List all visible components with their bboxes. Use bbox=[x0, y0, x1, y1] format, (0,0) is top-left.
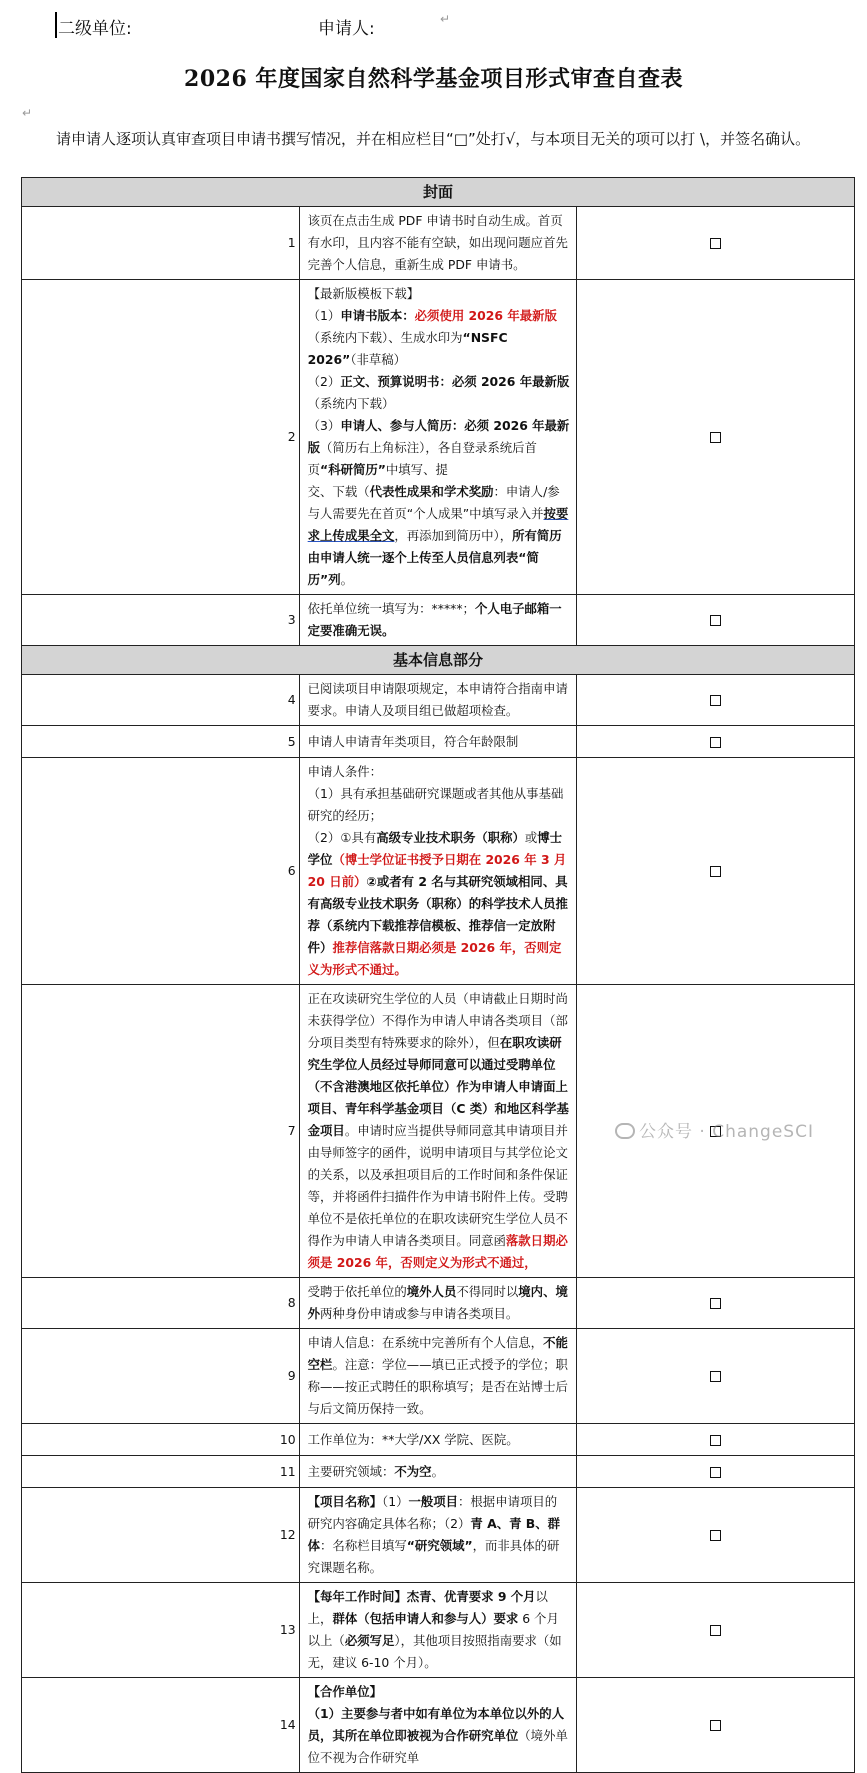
checkbox[interactable] bbox=[710, 1530, 721, 1541]
checkbox[interactable] bbox=[710, 432, 721, 443]
paragraph-mark-icon: ↵ bbox=[22, 106, 33, 120]
row-text: 正在攻读研究生学位的人员（申请截止日期时尚未获得学位）不得作为申请人申请各类项目（部分项目类型有特殊要求的除外），但在职攻读研究生学位人员经过导师同意可以通过受聘单位（不含港澳地区依托单位）作为申请人申请面上项目、青年科学基金项目（C 类）和地区科学基金项目。申请时应当提供导师同意其申请项目并由导师签字的函件，说明申请项目与其学位论文的关系，以及承担项目后的工作时间和条件保证等，并将函件扫描件作为申请书附件上传。受聘单位不是依托单位的在职攻读研究生学位人员不得作为申请人申请各类项目。同意函落款日期必须是 2026 年，否则定义为形式不通过， bbox=[299, 985, 577, 1278]
table-row: 2 【最新版模板下载】 （1）申请书版本：必须使用 2026 年最新版（系统内下载）、生成水印为“NSFC 2026”（非草稿） （2）正文、预算说明书：必须 2026 年最新版（系统内下载） （3）申请人、参与人简历：必须 2026 年最新版（简历右上角标注），各自登录系统后首页“科研简历”中填写、提 交、下载（代表性成果和学术奖励：申请人/参与人需要先在首页“个人成果”中填写录入并按要求上传成果全文，再添加到简历中），所有简历由申请人统一逐个上传至人员信息列表“简历”列。 bbox=[22, 280, 855, 595]
row-text: 【最新版模板下载】 （1）申请书版本：必须使用 2026 年最新版（系统内下载）、生成水印为“NSFC 2026”（非草稿） （2）正文、预算说明书：必须 2026 年最新版（系统内下载） （3）申请人、参与人简历：必须 2026 年最新版（简历右上角标注），各自登录系统后首页“科研简历”中填写、提 交、下载（代表性成果和学术奖励：申请人/参与人需要先在首页“个人成果”中填写录入并按要求上传成果全文，再添加到简历中），所有简历由申请人统一逐个上传至人员信息列表“简历”列。 bbox=[299, 280, 577, 595]
checkbox[interactable] bbox=[710, 1625, 721, 1636]
checkbox[interactable] bbox=[710, 866, 721, 877]
row-text: 【项目名称】（1）一般项目：根据申请项目的研究内容确定具体名称；（2）青 A、青 B、群体：名称栏目填写“研究领域”，而非具体的研究课题名称。 bbox=[299, 1488, 577, 1583]
table-row: 13 【每年工作时间】杰青、优青要求 9 个月以上，群体（包括申请人和参与人）要求 6 个月以上（必须写足），其他项目按照指南要求（如无，建议 6-10 个月）。 bbox=[22, 1583, 855, 1678]
text-cursor bbox=[55, 12, 57, 38]
section-header-basic-info: 基本信息部分 bbox=[22, 646, 855, 675]
checkbox[interactable] bbox=[710, 238, 721, 249]
checkbox[interactable] bbox=[710, 737, 721, 748]
checkbox[interactable] bbox=[710, 1435, 721, 1446]
wechat-icon bbox=[615, 1123, 635, 1139]
table-row: 4 已阅读项目申请限项规定，本申请符合指南申请要求。申请人及项目组已做超项检查。 bbox=[22, 675, 855, 726]
table-row: 3 依托单位统一填写为：*****；个人电子邮箱一定要准确无误。 bbox=[22, 595, 855, 646]
watermark: 公众号 · ChangeSCI bbox=[615, 1117, 814, 1142]
row-text: 工作单位为：**大学/XX 学院、医院。 bbox=[299, 1424, 577, 1456]
checkbox[interactable] bbox=[710, 1720, 721, 1731]
table-row: 1 该页在点击生成 PDF 申请书时自动生成。首页有水印，且内容不能有空缺，如出现问题应首先完善个人信息，重新生成 PDF 申请书。 bbox=[22, 207, 855, 280]
checkbox[interactable] bbox=[710, 1467, 721, 1478]
row-text: 该页在点击生成 PDF 申请书时自动生成。首页有水印，且内容不能有空缺，如出现问题应首先完善个人信息，重新生成 PDF 申请书。 bbox=[299, 207, 577, 280]
table-row: 11 主要研究领域：不为空。 bbox=[22, 1456, 855, 1488]
row-text: 依托单位统一填写为：*****；个人电子邮箱一定要准确无误。 bbox=[299, 595, 577, 646]
checklist-table bbox=[21, 177, 855, 1773]
secondary-unit-label: 二级单位: bbox=[58, 14, 132, 39]
section-header-cover: 封面 bbox=[22, 178, 855, 207]
table-row: 5 申请人申请青年类项目，符合年龄限制 bbox=[22, 726, 855, 758]
checkbox[interactable] bbox=[710, 695, 721, 706]
instructions-paragraph: 请申请人逐项认真审查项目申请书撰写情况，并在相应栏目“□”处打√，与本项目无关的项可以打 \，并签名确认。 bbox=[56, 130, 811, 148]
table-row: 14 【合作单位】 （1）主要参与者中如有单位为本单位以外的人员，其所在单位即被视为合作研究单位（境外单位不视为合作研究单 bbox=[22, 1678, 855, 1773]
paragraph-mark-icon: ↵ bbox=[440, 12, 451, 26]
row-text: 主要研究领域：不为空。 bbox=[299, 1456, 577, 1488]
row-text: 已阅读项目申请限项规定，本申请符合指南申请要求。申请人及项目组已做超项检查。 bbox=[299, 675, 577, 726]
table-row: 10 工作单位为：**大学/XX 学院、医院。 bbox=[22, 1424, 855, 1456]
table-row: 7 正在攻读研究生学位的人员（申请截止日期时尚未获得学位）不得作为申请人申请各类项目（部分项目类型有特殊要求的除外），但在职攻读研究生学位人员经过导师同意可以通过受聘单位（不含港澳地区依托单位）作为申请人申请面上项目、青年科学基金项目（C 类）和地区科学基金项目。申请时应当提供导师同意其申请项目并由导师签字的函件，说明申请项目与其学位论文的关系，以及承担项目后的工作时间和条件保证等，并将函件扫描件作为申请书附件上传。受聘单位不是依托单位的在职攻读研究生学位人员不得作为申请人申请各类项目。同意函落款日期必须是 2026 年，否则定义为形式不通过， bbox=[22, 985, 855, 1278]
row-text: 【合作单位】 （1）主要参与者中如有单位为本单位以外的人员，其所在单位即被视为合作研究单位（境外单位不视为合作研究单 bbox=[299, 1678, 577, 1773]
table-row: 6 申请人条件： （1）具有承担基础研究课题或者其他从事基础研究的经历； （2）①具有高级专业技术职务（职称）或博士学位（博士学位证书授予日期在 2026 年 3 月 20 日前）②或者有 2 名与其研究领域相同、具有高级专业技术职务（职称）的科学技术人员推荐（系统内下载推荐信模板、推荐信一定放附件）推荐信落款日期必须是 2026 年，否则定义为形式不通过。 bbox=[22, 758, 855, 985]
row-text: 受聘于依托单位的境外人员不得同时以境内、境外两种身份申请或参与申请各类项目。 bbox=[299, 1278, 577, 1329]
table-row: 9 申请人信息：在系统中完善所有个人信息，不能空栏。注意：学位——填已正式授予的学位；职称——按正式聘任的职称填写；是否在站博士后与后文简历保持一致。 bbox=[22, 1329, 855, 1424]
document-title: 2026 年度国家自然科学基金项目形式审查自查表 bbox=[184, 66, 683, 92]
checkbox[interactable] bbox=[710, 1371, 721, 1382]
table-row: 8 受聘于依托单位的境外人员不得同时以境内、境外两种身份申请或参与申请各类项目。 bbox=[22, 1278, 855, 1329]
checkbox[interactable] bbox=[710, 615, 721, 626]
row-text: 申请人信息：在系统中完善所有个人信息，不能空栏。注意：学位——填已正式授予的学位；职称——按正式聘任的职称填写；是否在站博士后与后文简历保持一致。 bbox=[299, 1329, 577, 1424]
row-text: 申请人申请青年类项目，符合年龄限制 bbox=[299, 726, 577, 758]
checkbox[interactable] bbox=[710, 1298, 721, 1309]
table-row: 12 【项目名称】（1）一般项目：根据申请项目的研究内容确定具体名称；（2）青 A、青 B、群体：名称栏目填写“研究领域”，而非具体的研究课题名称。 bbox=[22, 1488, 855, 1583]
row-text: 申请人条件： （1）具有承担基础研究课题或者其他从事基础研究的经历； （2）①具有高级专业技术职务（职称）或博士学位（博士学位证书授予日期在 2026 年 3 月 20 日前）②或者有 2 名与其研究领域相同、具有高级专业技术职务（职称）的科学技术人员推荐（系统内下载推荐信模板、推荐信一定放附件）推荐信落款日期必须是 2026 年，否则定义为形式不通过。 bbox=[299, 758, 577, 985]
row-text: 【每年工作时间】杰青、优青要求 9 个月以上，群体（包括申请人和参与人）要求 6 个月以上（必须写足），其他项目按照指南要求（如无，建议 6-10 个月）。 bbox=[299, 1583, 577, 1678]
applicant-label: 申请人: bbox=[318, 19, 375, 39]
